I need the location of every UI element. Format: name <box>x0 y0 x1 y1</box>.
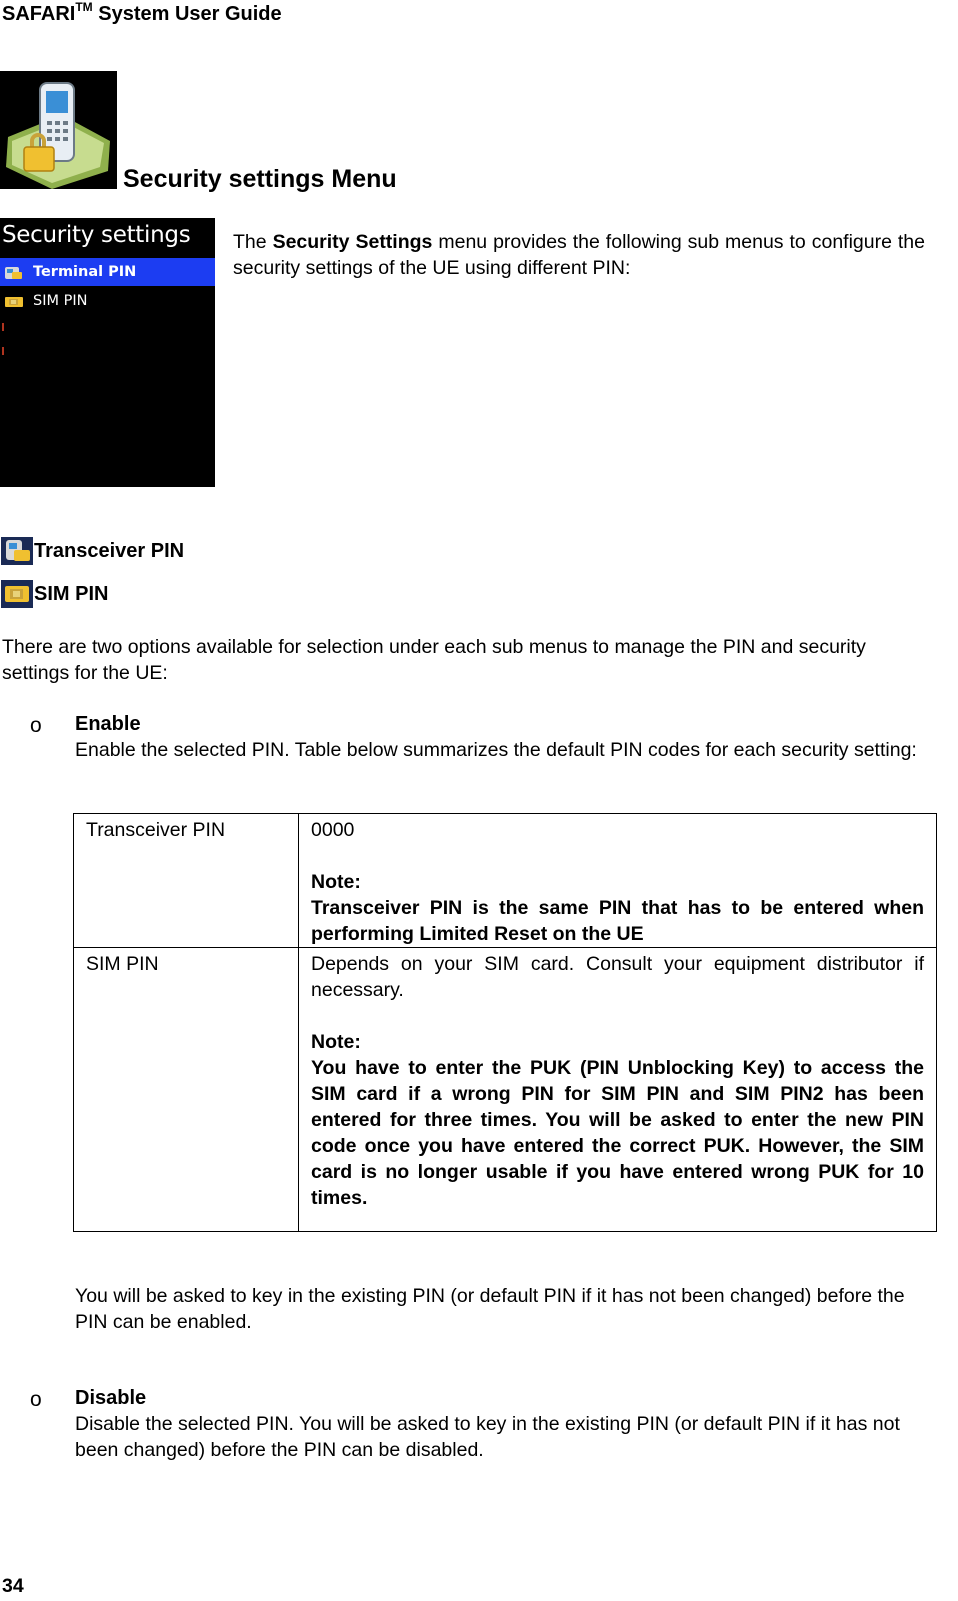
default-pin-table <box>73 813 937 1232</box>
security-settings-icon <box>0 71 117 189</box>
table-cell-value <box>299 814 937 948</box>
header-title: System User Guide <box>92 3 282 25</box>
table-cell-setting: SIM PIN <box>74 948 299 1232</box>
intro-suffix: menu provides the following sub menus to configure the security settings of the UE using different PIN: <box>233 231 925 279</box>
table-row <box>74 814 937 948</box>
terminal-pin-icon <box>4 265 24 279</box>
intro-paragraph <box>233 229 925 281</box>
bullet-marker: o <box>30 714 42 737</box>
sim-pin-icon <box>4 294 24 308</box>
submenu-item-transceiver-pin <box>0 536 184 566</box>
header-brand: SAFARI <box>2 3 76 25</box>
intro-bold-term: Security Settings <box>272 231 433 253</box>
phone-menu-item-sim-pin[interactable] <box>0 287 215 315</box>
phone-menu-item-terminal-pin[interactable] <box>0 258 215 286</box>
note-text: You have to enter the PUK (PIN Unblocking Key) to access the SIM card if a wrong PIN for SIM PIN and SIM PIN2 has been entered for three times. You will be asked to enter the new PIN code once you have entered the correct PUK. However, the SIM card is no longer usable if you have entered wrong PUK for 10 times. <box>311 1057 924 1209</box>
enable-description: Enable the selected PIN. Table below summarizes the default PIN codes for each security setting: <box>75 739 917 761</box>
note-label: Note: <box>311 871 361 893</box>
transceiver-pin-icon <box>0 536 34 566</box>
submenu-label: SIM PIN <box>34 583 109 605</box>
page-number: 34 <box>2 1575 24 1597</box>
phone-softkey-back[interactable]: Back <box>173 684 213 700</box>
table-row <box>74 948 937 1232</box>
submenu-item-sim-pin <box>0 579 108 609</box>
trademark-mark: TM <box>75 0 93 15</box>
phone-menu-item-label: SIM PIN <box>33 293 88 309</box>
disable-description: Disable the selected PIN. You will be asked to key in the existing PIN (or default PIN if it has not been changed) before the PIN can be disabled. <box>75 1413 900 1461</box>
phone-menu-item-label: Terminal PIN <box>33 264 137 280</box>
table-cell-value <box>299 948 937 1232</box>
section-title: Security settings Menu <box>123 165 397 193</box>
phone-divider-mark <box>2 347 4 355</box>
running-header <box>2 2 282 26</box>
bullet-marker: o <box>30 1388 42 1411</box>
note-text: Transceiver PIN is the same PIN that has to be entered when performing Limited Reset on the UE <box>311 897 924 945</box>
phone-screen-title: Security settings <box>2 222 191 248</box>
note-label: Note: <box>311 1031 361 1053</box>
sim-pin-icon <box>0 579 34 609</box>
enable-title: Enable <box>75 713 141 735</box>
table-cell-setting: Transceiver PIN <box>74 814 299 948</box>
submenu-label: Transceiver PIN <box>34 540 185 562</box>
intro-prefix: The <box>233 231 273 253</box>
pin-value: 0000 <box>311 819 355 841</box>
options-intro: There are two options available for selection under each sub menus to manage the PIN and security settings for the UE: <box>2 636 866 684</box>
phone-divider-mark <box>2 323 4 331</box>
disable-title: Disable <box>75 1387 147 1409</box>
enable-after-text: You will be asked to key in the existing PIN (or default PIN if it has not been changed) before the PIN can be enabled. <box>75 1285 905 1333</box>
pin-value: Depends on your SIM card. Consult your equipment distributor if necessary. <box>311 953 924 1001</box>
phone-softkey-select[interactable]: Select <box>3 684 54 700</box>
